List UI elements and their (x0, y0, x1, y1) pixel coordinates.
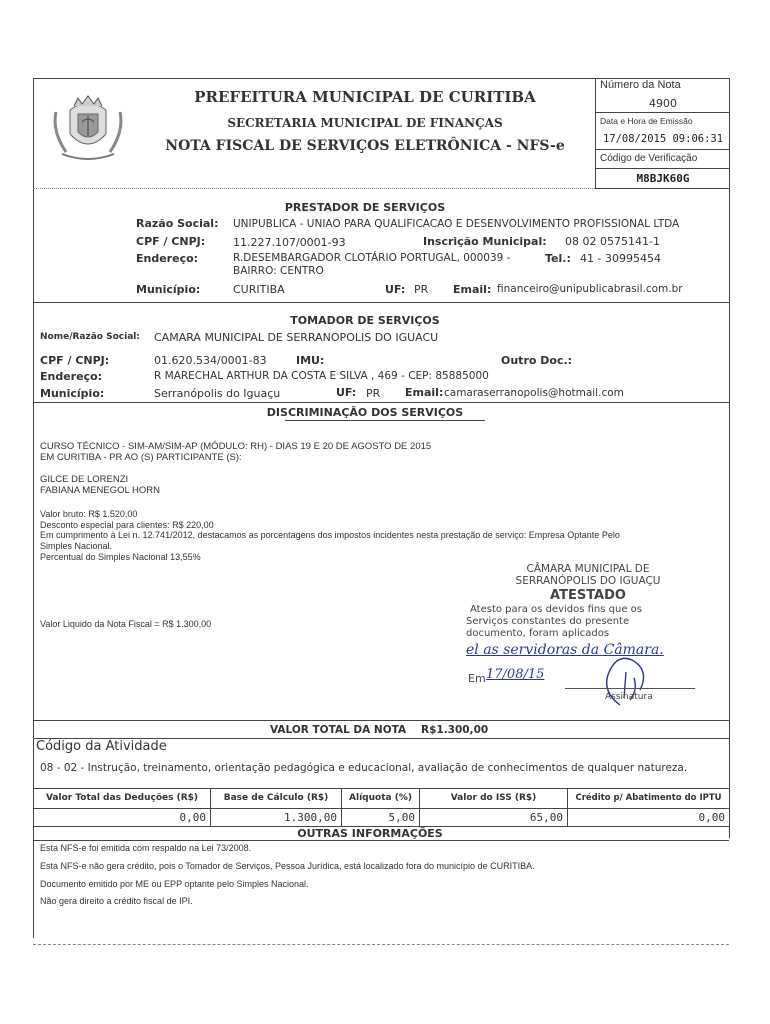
customer-imu-label: IMU: (296, 354, 325, 367)
city-coat-of-arms (48, 92, 128, 166)
service-description-line1: CURSO TÉCNICO - SIM-AM/SIM-AP (MÓDULO: RH) - DIAS 19 E 20 DE AGOSTO DE 2015 (40, 441, 432, 452)
left-border (33, 78, 34, 938)
invoice-number-label: Número da Nota (600, 79, 681, 91)
verification-code: M8BJK60G (636, 172, 690, 185)
activity-code: 08 - 02 - Instrução, treinamento, orientação pedagógica e educacional, avaliação de conhecimentos de qualquer natureza. (40, 762, 688, 774)
provider-municipal-reg-label: Inscrição Municipal: (423, 235, 547, 248)
rate-header: Alíquota (%) (349, 793, 412, 803)
other-info-title: OUTRAS INFORMAÇÕES (297, 827, 443, 840)
iptu-credit-header: Crédito p/ Abatimento do IPTU (575, 793, 722, 803)
provider-phone: 41 - 30995454 (580, 252, 661, 265)
tax-base-value: 1.300,00 (284, 811, 337, 824)
net-value: Valor Liquido da Nota Fiscal = R$ 1.300,00 (40, 619, 212, 629)
customer-state: PR (366, 387, 381, 400)
page-subtitle: SECRETARIA MUNICIPAL DE FINANÇAS (227, 116, 503, 130)
document-type-title: NOTA FISCAL DE SERVIÇOS ELETRÔNICA - NFS-e (165, 138, 565, 154)
provider-email: financeiro@unipublicabrasil.com.br (497, 283, 683, 295)
deductions-header: Valor Total das Deduções (R$) (45, 793, 199, 803)
provider-name-label: Razão Social: (136, 217, 219, 230)
deductions-value: 0,00 (179, 811, 206, 824)
stamp-date-label: Em (468, 672, 486, 685)
customer-cnpj-label: CPF / CNPJ: (40, 354, 110, 367)
service-description-line2: EM CURITIBA - PR AO (S) PARTICIPANTE (S): (40, 452, 242, 463)
provider-name: UNIPUBLICA - UNIAO PARA QUALIFICACAO E DESENVOLVIMENTO PROFISSIONAL LTDA (233, 218, 680, 230)
provider-city-label: Município: (136, 283, 201, 296)
right-border (729, 78, 730, 838)
customer-state-label: UF: (336, 386, 357, 399)
customer-email-label: Email: (405, 386, 444, 399)
iss-value-header: Valor do ISS (R$) (450, 793, 537, 803)
customer-address-label: Endereço: (40, 370, 103, 383)
other-info-line-4: Não gera direito a crédito fiscal de IPI. (40, 896, 193, 906)
provider-address-line2: BAIRRO: CENTRO (233, 265, 324, 277)
customer-city: Serranópolis do Iguaçu (154, 387, 281, 400)
provider-cnpj-label: CPF / CNPJ: (136, 235, 206, 248)
stamp-line-3: ATESTADO (550, 588, 626, 603)
tax-law-note-line1: Em cumprimento à Lei n. 12.741/2012, destacamos as porcentagens dos impostos incidentes nesta prestação de serviço: Empresa Optante Pelo (40, 530, 620, 540)
customer-name-label: Nome/Razão Social: (40, 332, 140, 342)
issue-date-label: Data e Hora de Emissão (600, 116, 693, 126)
stamp-date: 17/08/15 (486, 667, 545, 682)
provider-state-label: UF: (385, 283, 406, 296)
customer-name: CAMARA MUNICIPAL DE SERRANOPOLIS DO IGUACU (154, 331, 439, 344)
stamp-line-2: SERRANÓPOLIS DO IGUAÇU (515, 575, 661, 587)
provider-cnpj: 11.227.107/0001-93 (233, 236, 346, 249)
stamp-line-5: Serviços constantes do presente (466, 616, 630, 627)
issue-date: 17/08/2015 09:06:31 (602, 133, 724, 145)
provider-address-label: Endereço: (136, 252, 199, 265)
participant-1: GILCE DE LORENZI (40, 474, 129, 485)
other-info-line-2: Esta NFS-e não gera crédito, pois o Tomador de Serviços, Pessoa Jurídica, está localizado fora do município de CURITIBA. (40, 861, 535, 871)
total-label: VALOR TOTAL DA NOTA (270, 724, 407, 736)
provider-phone-label: Tel.: (545, 252, 571, 265)
provider-city: CURITIBA (233, 283, 285, 296)
stamp-line-4: Atesto para os devidos fins que os (470, 604, 642, 615)
verification-code-label: Código de Verificação (600, 153, 698, 164)
customer-cnpj: 01.620.534/0001-83 (154, 354, 267, 367)
simples-percent: Percentual do Simples Nacional 13,55% (40, 552, 201, 562)
provider-email-label: Email: (453, 283, 492, 296)
iss-value: 65,00 (529, 811, 563, 824)
tax-law-note-line2: Simples Nacional. (40, 541, 113, 551)
customer-address: R MARECHAL ARTHUR DA COSTA E SILVA , 469 - CEP: 85885000 (154, 370, 489, 382)
other-info-line-3: Documento emitido por ME ou EPP optante pelo Simples Nacional. (40, 879, 309, 889)
customer-city-label: Município: (40, 387, 105, 400)
invoice-number: 4900 (649, 97, 677, 110)
stamp-signature-label: Assinatura (605, 692, 653, 702)
provider-state: PR (414, 283, 429, 296)
provider-section-title: PRESTADOR DE SERVIÇOS (284, 201, 446, 214)
header-box-divider (595, 78, 596, 188)
stamp-handwritten-note: el as servidoras da Câmara. (466, 642, 664, 658)
other-info-line-1: Esta NFS-e foi emitida com respaldo na Lei 73/2008. (40, 843, 252, 853)
tax-base-header: Base de Cálculo (R$) (223, 793, 329, 803)
stamp-line-6: documento, foram aplicados (466, 628, 610, 639)
stamp-line-1: CÂMARA MUNICIPAL DE (526, 563, 650, 575)
activity-code-label: Código da Atividade (36, 739, 167, 754)
provider-municipal-reg: 08 02 0575141-1 (565, 235, 660, 248)
customer-section-title: TOMADOR DE SERVIÇOS (290, 314, 440, 327)
page-title: PREFEITURA MUNICIPAL DE CURITIBA (194, 88, 536, 106)
rate-value: 5,00 (388, 811, 415, 824)
gross-value: Valor bruto: R$ 1.520,00 (40, 509, 138, 519)
total-value: R$1.300,00 (421, 724, 489, 736)
customer-email: camaraserranopolis@hotmail.com (444, 387, 624, 399)
iptu-credit-value: 0,00 (698, 811, 725, 824)
services-section-title: DISCRIMINAÇÃO DOS SERVIÇOS (266, 406, 464, 419)
discount: Desconto especial para clientes: R$ 220,00 (40, 520, 214, 530)
customer-other-doc-label: Outro Doc.: (501, 354, 573, 367)
provider-address-line1: R.DESEMBARGADOR CLOTÁRIO PORTUGAL, 000039 - (233, 252, 511, 264)
participant-2: FABIANA MENEGOL HORN (40, 485, 161, 496)
